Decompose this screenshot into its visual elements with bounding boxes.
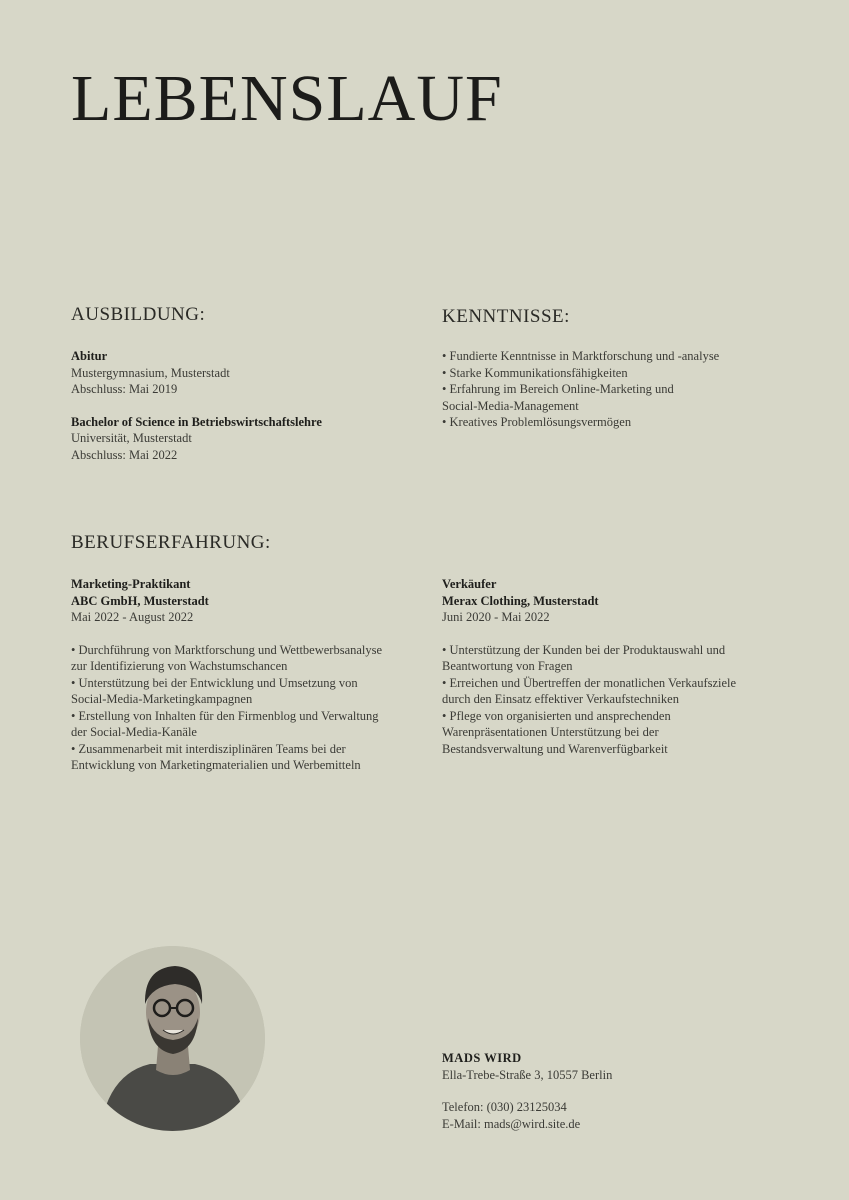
portrait-photo: [80, 946, 265, 1131]
skill-item: • Starke Kommunikationsfähigkeiten: [442, 365, 628, 380]
job-duty: • Durchführung von Marktforschung und Wettbewerbsanalyse: [71, 642, 383, 657]
education-degree: Bachelor of Science in Betriebswirtschaftslehre: [71, 414, 322, 429]
skills-list: [442, 348, 802, 431]
job-role: Marketing-Praktikant: [71, 577, 191, 591]
skill-item: • Kreatives Problemlösungsvermögen: [442, 415, 632, 429]
contact-phone[interactable]: Telefon: (030) 23125034: [442, 1100, 567, 1114]
job-duty: • Unterstützung bei der Entwicklung und Umsetzung von: [71, 675, 358, 690]
skills-heading: KENNTNISSE:: [442, 306, 570, 327]
skill-item: • Erfahrung im Bereich Online-Marketing und: [442, 382, 674, 396]
skill-item-continued: Social-Media-Management: [442, 398, 579, 413]
contact-name: MADS WIRD: [442, 1051, 522, 1065]
job-duty: Entwicklung von Marketingmaterialien und Werbemitteln: [71, 758, 361, 772]
job-duty: • Zusammenarbeit mit interdisziplinären Teams bei der: [71, 741, 346, 756]
avatar: [80, 946, 265, 1131]
education-school: Universität, Musterstadt: [71, 431, 192, 445]
education-entry: [71, 348, 411, 398]
job-duty: zur Identifizierung von Wachstumschancen: [71, 659, 288, 673]
experience-heading: BERUFSERFAHRUNG:: [71, 532, 271, 553]
education-entry: [71, 414, 411, 464]
job-duty: • Erreichen und Übertreffen der monatlichen Verkaufsziele: [442, 675, 737, 690]
contact-email[interactable]: E-Mail: mads@wird.site.de: [442, 1116, 581, 1131]
job-company: ABC GmbH, Musterstadt: [71, 593, 209, 608]
education-completion: Abschluss: Mai 2019: [71, 382, 178, 396]
job-duty: Social-Media-Marketingkampagnen: [71, 692, 253, 706]
contact-block: [442, 1050, 802, 1132]
job-period: Mai 2022 - August 2022: [71, 610, 194, 624]
job-duty: • Unterstützung der Kunden bei der Produktauswahl und: [442, 642, 726, 657]
job-period: Juni 2020 - Mai 2022: [442, 610, 550, 624]
job-entry: [71, 576, 431, 774]
education-completion: Abschluss: Mai 2022: [71, 447, 178, 462]
job-duty: • Pflege von organisierten und ansprechenden: [442, 708, 671, 723]
job-company: Merax Clothing, Musterstadt: [442, 593, 599, 608]
job-role: Verkäufer: [442, 577, 497, 591]
contact-address: Ella-Trebe-Straße 3, 10557 Berlin: [442, 1067, 613, 1082]
job-duty: • Erstellung von Inhalten für den Firmenblog und Verwaltung: [71, 708, 379, 723]
job-duty: Warenpräsentationen Unterstützung bei der: [442, 725, 659, 739]
job-duty: der Social-Media-Kanäle: [71, 725, 197, 739]
education-school: Mustergymnasium, Musterstadt: [71, 365, 230, 380]
skill-item: • Fundierte Kenntnisse in Marktforschung und -analyse: [442, 349, 720, 363]
job-duty: Bestandsverwaltung und Warenverfügbarkeit: [442, 741, 668, 756]
job-duty: Beantwortung von Fragen: [442, 659, 573, 673]
page-title: LEBENSLAUF: [71, 62, 503, 135]
education-heading: AUSBILDUNG:: [71, 304, 206, 325]
education-section: [71, 348, 411, 463]
job-duty: durch den Einsatz effektiver Verkaufstechniken: [442, 692, 679, 706]
education-degree: Abitur: [71, 349, 108, 363]
job-entry: [442, 576, 822, 757]
